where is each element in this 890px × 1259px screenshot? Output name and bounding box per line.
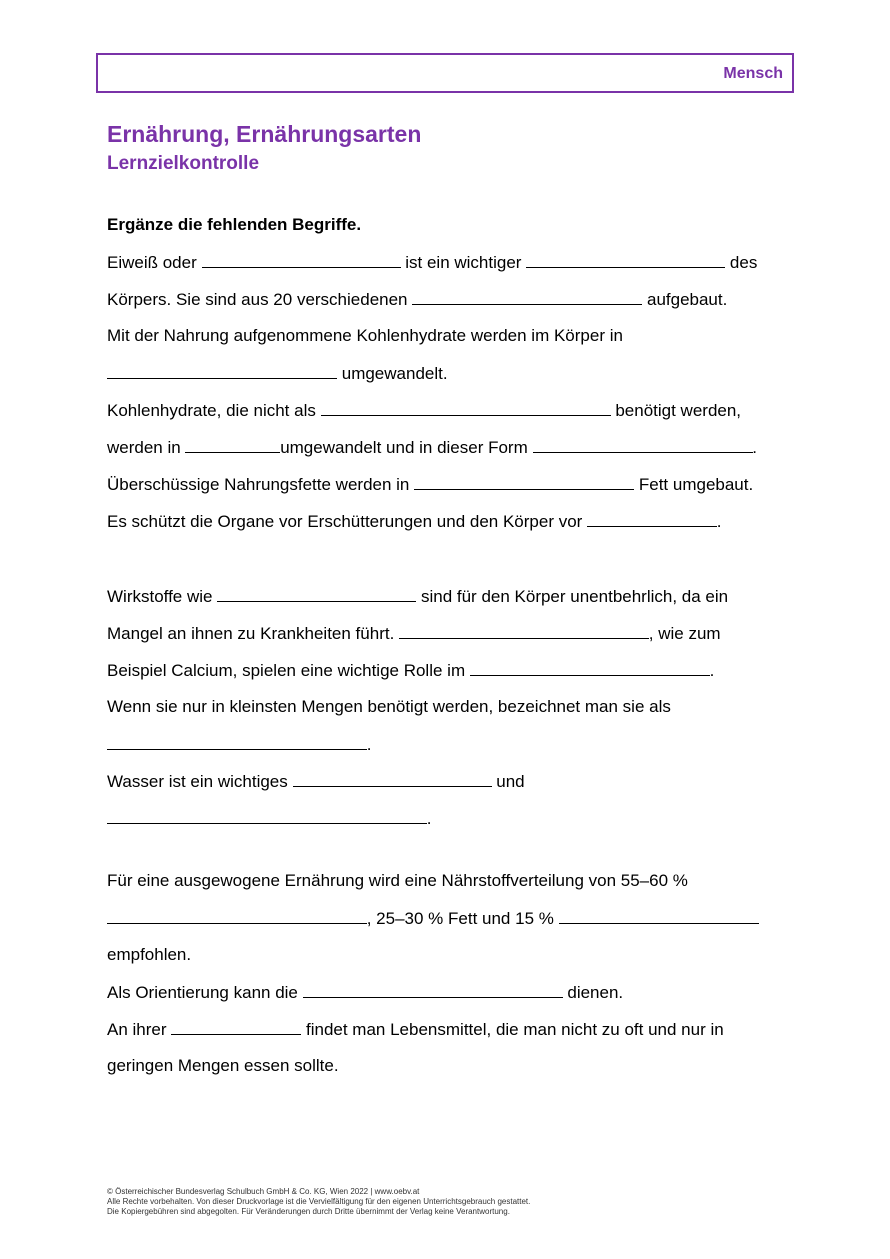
footer-line: Die Kopiergebühren sind abgegolten. Für Veränderungen durch Dritte übernimmt der Verlag keine Verantwortung.: [107, 1207, 510, 1216]
blank-field[interactable]: [107, 808, 427, 824]
text: sind für den Körper unentbehrlich, da ein: [420, 587, 729, 606]
blank-field[interactable]: [202, 252, 401, 268]
blank-field[interactable]: [559, 908, 759, 924]
text-line: [107, 623, 721, 644]
text-line: [107, 1056, 339, 1076]
blank-field[interactable]: [399, 623, 649, 639]
text-line: [107, 326, 623, 346]
header-box: [96, 53, 794, 93]
blank-field[interactable]: [414, 474, 634, 490]
text: Wenn sie nur in kleinsten Mengen benötigt werden, bezeichnet man sie als: [107, 697, 671, 716]
page-title: Ernährung, Ernährungsarten: [107, 121, 422, 147]
text-line: [107, 1019, 724, 1040]
text-line: [107, 734, 371, 755]
text: Überschüssige Nahrungsfette werden in: [107, 475, 410, 494]
text-line: [107, 474, 753, 495]
text: des: [729, 253, 758, 272]
text: geringen Mengen essen sollte.: [107, 1056, 339, 1075]
text-line: [107, 871, 688, 891]
text-line: [107, 908, 759, 929]
text-line: [107, 511, 722, 532]
text: empfohlen.: [107, 945, 192, 964]
text: Beispiel Calcium, spielen eine wichtige Rolle im: [107, 661, 466, 680]
text: dienen.: [567, 983, 624, 1002]
text: ist ein wichtiger: [405, 253, 522, 272]
text: Als Orientierung kann die: [107, 983, 298, 1002]
text-line: [107, 660, 714, 681]
text-line: [107, 363, 448, 384]
blank-field[interactable]: [526, 252, 725, 268]
text: An ihrer: [107, 1020, 167, 1039]
blank-field[interactable]: [321, 400, 611, 416]
text: umgewandelt und in dieser Form: [280, 438, 528, 457]
blank-field[interactable]: [412, 289, 642, 305]
text: umgewandelt.: [341, 364, 448, 383]
instruction: Ergänze die fehlenden Begriffe.: [107, 215, 362, 234]
text: Wasser ist ein wichtiges: [107, 772, 288, 791]
text: benötigt werden,: [615, 401, 742, 420]
text: werden in: [107, 438, 181, 457]
blank-field[interactable]: [185, 437, 280, 453]
blank-field[interactable]: [107, 363, 337, 379]
text: Für eine ausgewogene Ernährung wird eine Nährstoffverteilung von 55–60 %: [107, 871, 688, 890]
text: .: [366, 735, 372, 754]
text-line: [107, 586, 728, 607]
text: , wie zum: [648, 624, 721, 643]
text: .: [709, 661, 715, 680]
text: , 25–30 % Fett und 15 %: [366, 909, 554, 928]
text-line: [107, 289, 727, 310]
text: Eiweiß oder: [107, 253, 197, 272]
blank-field[interactable]: [293, 771, 492, 787]
copyright-footer: [107, 1187, 530, 1217]
text: Wirkstoffe wie: [107, 587, 213, 606]
text-line: [107, 945, 191, 965]
blank-field[interactable]: [533, 437, 753, 453]
text: .: [716, 512, 722, 531]
blank-field[interactable]: [470, 660, 710, 676]
text-line: [107, 252, 757, 273]
text-line: [107, 771, 525, 792]
text: aufgebaut.: [646, 290, 728, 309]
text: Körpers. Sie sind aus 20 verschiedenen: [107, 290, 408, 309]
text: und: [496, 772, 525, 791]
text: .: [426, 809, 432, 828]
blank-field[interactable]: [303, 982, 563, 998]
footer-line: © Österreichischer Bundesverlag Schulbuch GmbH & Co. KG, Wien 2022 | www.oebv.at: [107, 1187, 420, 1196]
page-subtitle: Lernzielkontrolle: [107, 153, 260, 174]
section-label: Mensch: [723, 65, 783, 82]
blank-field[interactable]: [171, 1019, 301, 1035]
text-line: [107, 437, 757, 458]
text: Es schützt die Organe vor Erschütterungen und den Körper vor: [107, 512, 583, 531]
text-line: [107, 697, 671, 717]
text: .: [752, 438, 757, 457]
blank-field[interactable]: [107, 908, 367, 924]
text: Mangel an ihnen zu Krankheiten führt.: [107, 624, 395, 643]
blank-field[interactable]: [587, 511, 717, 527]
text: Kohlenhydrate, die nicht als: [107, 401, 316, 420]
text-line: [107, 982, 623, 1003]
text: Fett umgebaut.: [638, 475, 754, 494]
blank-field[interactable]: [217, 586, 416, 602]
text-line: [107, 400, 741, 421]
text-line: [107, 808, 431, 829]
text: findet man Lebensmittel, die man nicht zu oft und nur in: [306, 1020, 724, 1039]
text: Mit der Nahrung aufgenommene Kohlenhydrate werden im Körper in: [107, 326, 623, 345]
footer-line: Alle Rechte vorbehalten. Von dieser Druckvorlage ist die Vervielfältigung für den eigenen Unterrichtsgebrauch gestattet.: [107, 1197, 531, 1206]
blank-field[interactable]: [107, 734, 367, 750]
